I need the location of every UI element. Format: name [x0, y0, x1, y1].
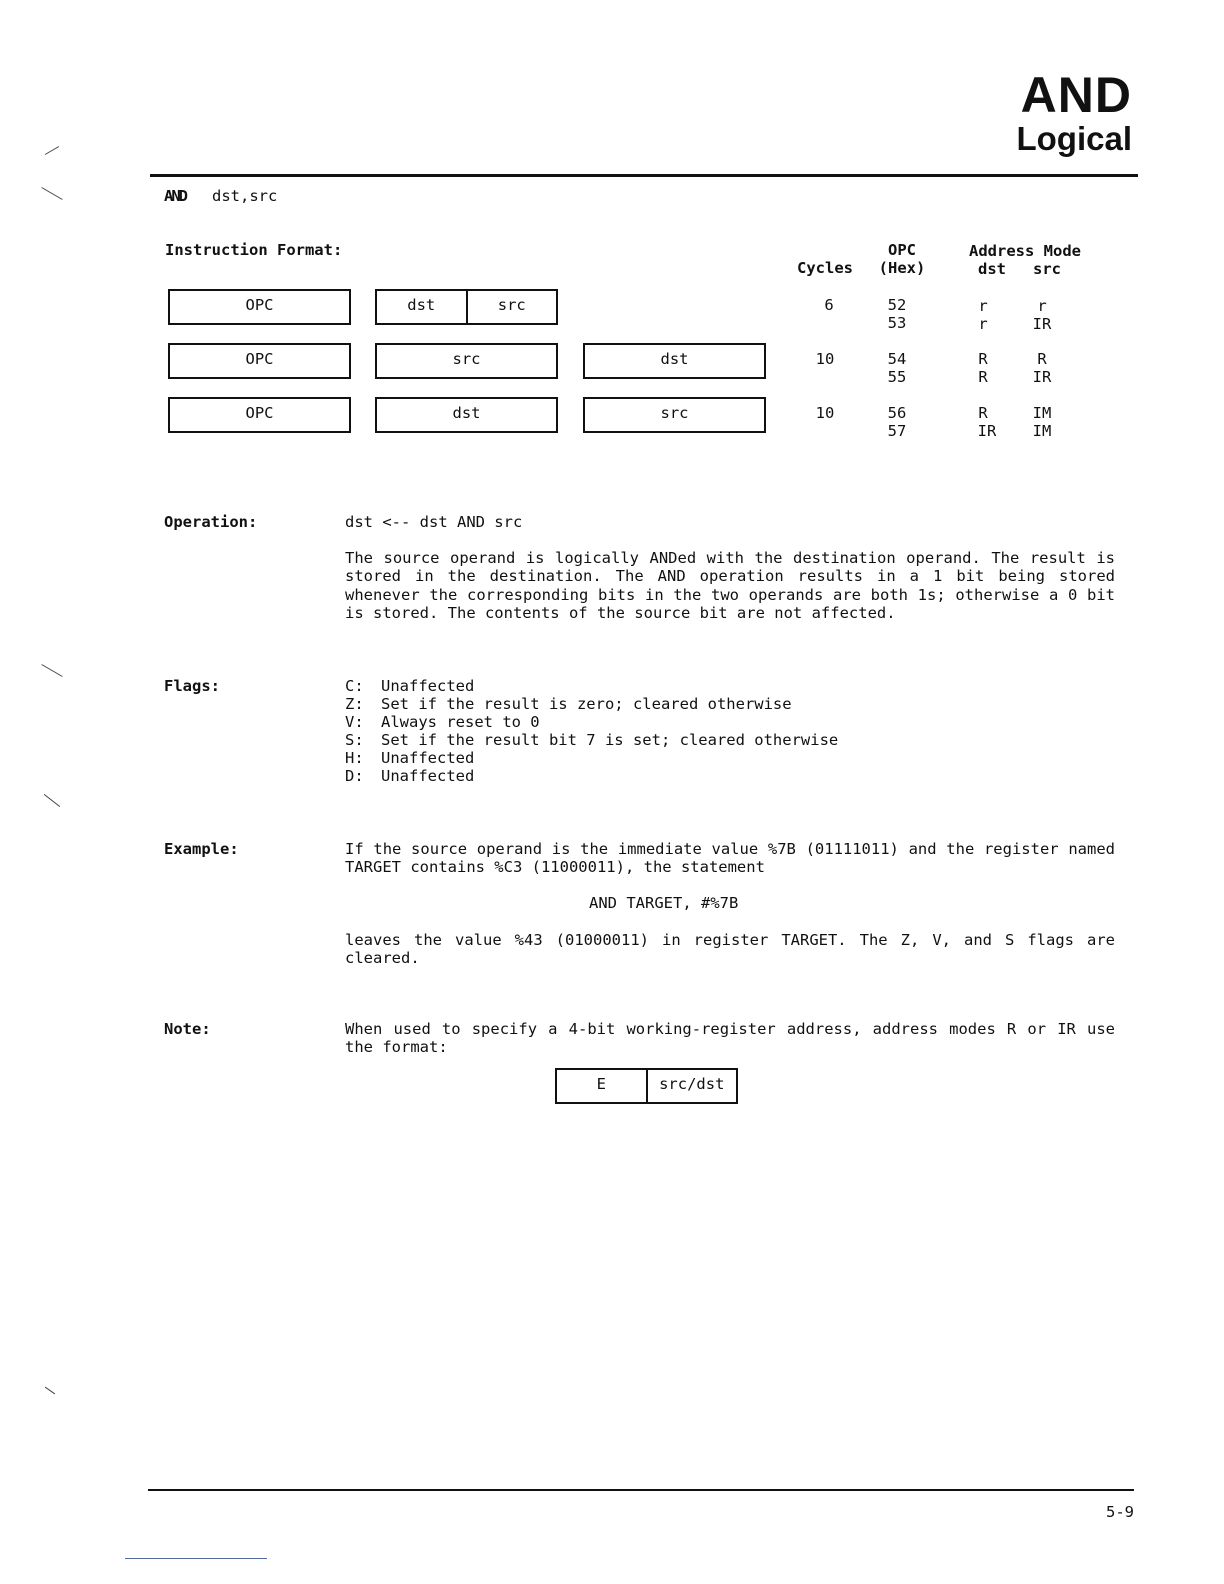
operation-description: The source operand is logically ANDed with the destination operand. The result is stored in the destination. The AND operation results in a 1 bit being stored whenever the corresponding bits in the two operands are both 1s; otherwise a 0 bit is stored. The contents of the source bit are not affected.: [345, 549, 1115, 622]
header-rule: [150, 174, 1138, 177]
opc-hex-value: 56: [887, 404, 907, 422]
operand-box: dst src: [375, 289, 558, 325]
operand-box: dst: [583, 343, 766, 379]
scan-mark: [45, 146, 59, 155]
mode-dst-value: R: [978, 350, 988, 368]
operation-formula: dst <-- dst AND src: [345, 513, 523, 531]
instruction-format-label: Instruction Format:: [165, 241, 343, 259]
page-number: 5-9: [1106, 1503, 1134, 1521]
example-label: Example:: [164, 840, 239, 858]
mode-src-value: R: [1037, 350, 1047, 368]
mode-dst-value: R: [978, 368, 988, 386]
opc-hex-value: 53: [887, 314, 907, 332]
flag-item-z: Z: Set if the result is zero; cleared otherwise: [345, 695, 792, 713]
mode-src-value: IM: [1032, 404, 1052, 422]
flag-item-v: V: Always reset to 0: [345, 713, 540, 731]
operation-label: Operation:: [164, 513, 258, 531]
syntax-mnemonic: AND: [164, 187, 186, 205]
scan-mark: [45, 1387, 55, 1395]
example-text: If the source operand is the immediate value %7B (01111011) and the register named TARGET contains %C3 (11000011), the statement: [345, 840, 1115, 877]
mode-src-value: IM: [1032, 422, 1052, 440]
cycles-value: 6: [824, 296, 834, 314]
scan-mark: [41, 664, 62, 677]
opc-header-line1: OPC: [888, 241, 916, 259]
mode-src-value: IR: [1032, 315, 1052, 333]
mode-dst-value: r: [978, 315, 988, 333]
note-label: Note:: [164, 1020, 211, 1038]
opc-hex-value: 57: [887, 422, 907, 440]
mode-src-value: IR: [1032, 368, 1052, 386]
operand-box: src: [583, 397, 766, 433]
opc-hex-value: 54: [887, 350, 907, 368]
example-result: leaves the value %43 (01000011) in register TARGET. The Z, V, and S flags are cleared.: [345, 931, 1115, 968]
opc-hex-value: 55: [887, 368, 907, 386]
syntax-operands: dst,src: [212, 187, 278, 205]
page-subtitle: Logical: [1016, 120, 1132, 157]
scan-mark: [44, 794, 60, 807]
syntax-line: [164, 187, 277, 205]
flag-item-d: D: Unaffected: [345, 767, 475, 785]
operand-box: dst: [375, 397, 558, 433]
flag-item-h: H: Unaffected: [345, 749, 475, 767]
opc-header-line2: (Hex): [878, 259, 926, 277]
opc-box: OPC: [168, 343, 351, 379]
operand-box: src: [375, 343, 558, 379]
opc-hex-value: 52: [887, 296, 907, 314]
address-mode-dst-header: dst: [978, 260, 1006, 278]
opc-box: OPC: [168, 289, 351, 325]
cycles-value: 10: [815, 350, 835, 368]
mode-dst-value: R: [978, 404, 988, 422]
address-mode-header: Address Mode: [969, 242, 1081, 260]
cycles-header: Cycles: [797, 259, 853, 277]
register-format-box: E src/dst: [555, 1068, 738, 1104]
footer-rule: [148, 1489, 1134, 1491]
opc-box: OPC: [168, 397, 351, 433]
flag-item-s: S: Set if the result bit 7 is set; cleared otherwise: [345, 731, 839, 749]
flags-label: Flags:: [164, 677, 220, 695]
scan-edge-line: [125, 1558, 267, 1559]
cycles-value: 10: [815, 404, 835, 422]
flag-item-c: C: Unaffected: [345, 677, 475, 695]
note-text: When used to specify a 4-bit working-register address, address modes R or IR use the format:: [345, 1020, 1115, 1057]
page-title: AND: [1020, 67, 1132, 123]
scan-mark: [41, 187, 62, 200]
example-statement: AND TARGET, #%7B: [589, 894, 739, 912]
address-mode-src-header: src: [1033, 260, 1061, 278]
mode-dst-value: r: [978, 297, 988, 315]
mode-src-value: r: [1037, 297, 1047, 315]
mode-dst-value: IR: [977, 422, 997, 440]
